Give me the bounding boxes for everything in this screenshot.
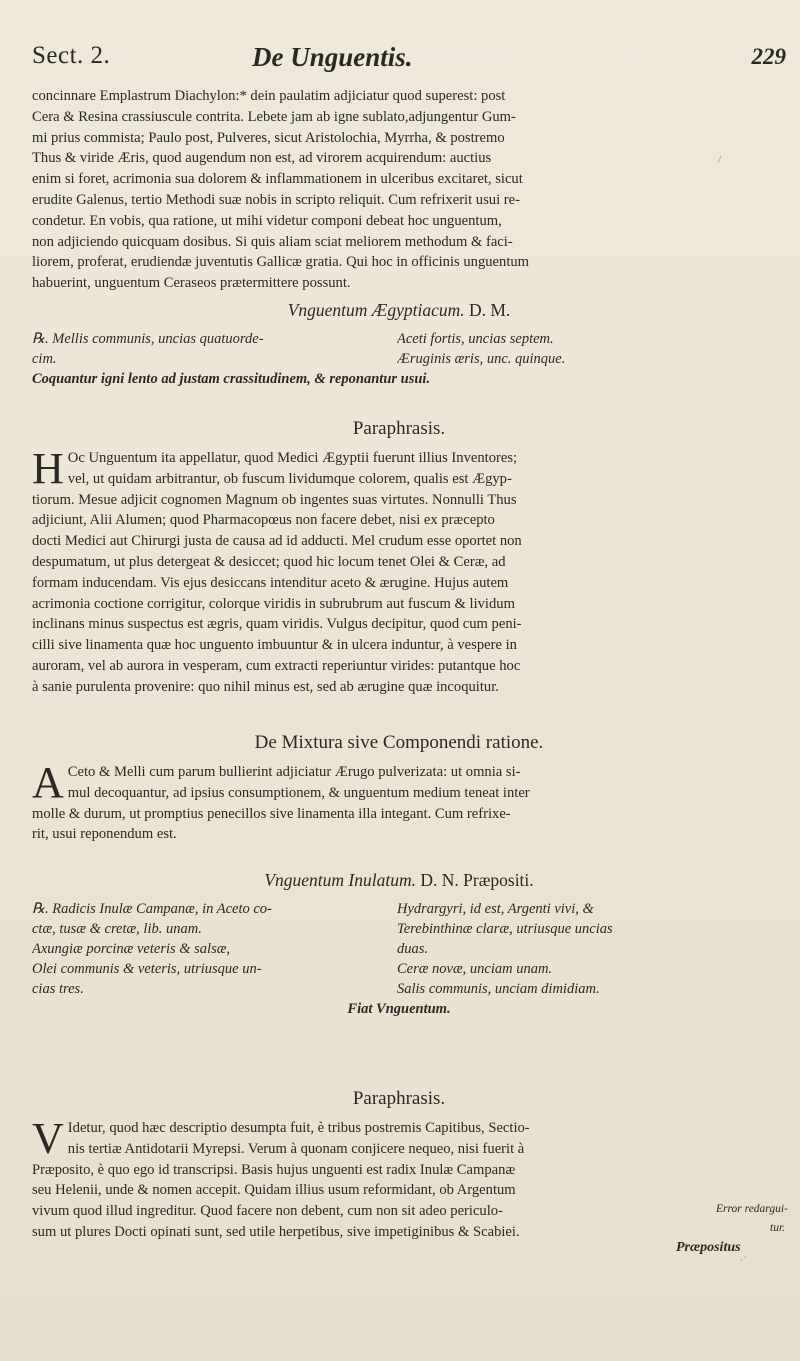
paraphrasis-paragraph — [32, 444, 766, 698]
text-line: acrimonia coctione corrigitur, colorque viridis in subrubrum aut fuscum & lividum — [32, 595, 515, 612]
ingredient: Hydrargyri, id est, Argenti vivi, & — [397, 901, 594, 917]
text-line: rit, usui reponendum est. — [32, 826, 177, 843]
text-line: nis tertiæ Antidotarii Myrepsi. Verum à quonam conjicere nequeo, nisi fuerit à — [67, 1140, 525, 1157]
ingredient: Aceti fortis, uncias septem. — [397, 331, 554, 347]
text-line: enim si foret, acrimonia sua dolorem & inflammationem in ulceribus excitaret, sicut — [32, 171, 523, 188]
text-line: Præposito, è quo ego id transcripsi. Basis hujus unguenti est radix Inulæ Campanæ — [32, 1161, 516, 1178]
section-label: Sect. 2. — [32, 42, 111, 69]
text-line: auroram, vel ab aurora in vesperam, cum extracti reperiuntur virides: putantque hoc — [32, 657, 521, 674]
text-line: à sanie purulenta provenire: quo nihil minus est, sed ab ærugine quæ incoquitur. — [32, 678, 499, 695]
text-line: non adjiciendo quicquam dosibus. Si quis aliam sciat meliorem methodum & faci- — [32, 233, 513, 250]
paraphrasis-section — [32, 418, 766, 440]
text-line: adjiciunt, Alii Alumen; quod Pharmacopœus non facere debet, nisi ex præcepto — [32, 512, 495, 529]
recipe-instruction: Fiat Vnguentum. — [347, 1001, 451, 1017]
text-line: despumatum, ut plus detergeat & desiccet; quod hic locum tenet Olei & Ceræ, ad — [32, 553, 506, 570]
ingredient-row — [32, 939, 766, 959]
text-line: seu Helenii, unde & nomen accepit. Quidam illius usum reformidant, ob Argentum — [32, 1182, 516, 1199]
section-heading: De Mixtura sive Componendi ratione. — [254, 732, 544, 753]
ingredient: Terebinthinæ claræ, utriusque uncias — [397, 921, 613, 937]
ingredient-row — [32, 329, 766, 349]
ingredient: Ceræ novæ, unciam unam. — [397, 961, 553, 977]
recipe-ingredients — [32, 899, 766, 1019]
text-line: vivum quod illud ingreditur. Quod facere non debent, cum non sit adeo periculo- — [32, 1203, 503, 1220]
margin-note: tur. — [770, 1222, 786, 1234]
section-heading: Paraphrasis. — [352, 1088, 446, 1109]
section-heading: Paraphrasis. — [352, 418, 446, 439]
recipe-name: Vnguentum Inulatum. — [264, 870, 416, 890]
text-line: cilli sive linamenta quæ hoc unguento imbuuntur & in ulcera induntur, à vespere in — [32, 637, 517, 654]
mixtura-section — [32, 732, 766, 754]
page-number: 229 — [751, 44, 786, 69]
ingredient: ℞. Radicis Inulæ Campanæ, in Aceto co- — [32, 901, 272, 917]
text-line: formam inducendam. Vis ejus desiccans intenditur aceto & ærugine. Hujus autem — [32, 574, 509, 591]
text-line: habuerint, unguentum Ceraseos prætermittere possunt. — [32, 275, 351, 292]
recipe-name: Vnguentum Ægyptiacum. — [287, 300, 465, 320]
recipe-inulatum — [32, 870, 766, 1019]
recipe-author: D. N. Præpositi. — [420, 870, 534, 890]
text-line: mi prius commista; Paulo post, Pulveres, sicut Aristolochia, Myrrha, & postremo — [32, 129, 505, 146]
text-line: vel, ut quidam arbitrantur, ob fuscum lividumque colorem, qualis est Ægyp- — [67, 470, 512, 487]
running-header — [32, 42, 786, 82]
ingredient-row — [32, 979, 766, 999]
ingredient-row — [32, 899, 766, 919]
ingredient-row — [32, 959, 766, 979]
ingredient: cias tres. — [32, 981, 84, 997]
text-line: concinnare Emplastrum Diachylon:* dein paulatim adjiciatur quod superest: post — [32, 88, 506, 104]
recipe-author: D. M. — [468, 300, 511, 320]
recipe-instruction: Coquantur igni lento ad justam crassitudinem, & reponantur usui. — [32, 371, 431, 387]
ingredient-row — [32, 349, 766, 369]
ingredient: ℞. Mellis communis, uncias quatuordе- — [32, 331, 264, 347]
ingredient: Axungiæ porcinæ veteris & salsæ, — [32, 941, 231, 957]
drop-cap: H — [32, 444, 64, 493]
text-line: mul decoquantur, ad ipsius consumptionem, & unguentum medium teneat inter — [67, 784, 530, 801]
text-line: Ceto & Melli cum parum bullierint adjiciatur Ærugo pulverizata: ut omnia si- — [67, 764, 521, 780]
text-line: liorem, proferat, erudiendæ juventutis Gallicæ gratia. Qui hoc in officinis unguentum — [32, 254, 530, 271]
margin-note: Error redargui- — [716, 1203, 788, 1215]
text-line: Oc Unguentum ita appellatur, quod Medici Ægyptii fuerunt illius Inventores; — [67, 450, 518, 466]
paper-mark: / — [718, 152, 722, 166]
paraphrasis-paragraph-2 — [32, 1114, 754, 1243]
recipe-title — [32, 300, 766, 321]
drop-cap: V — [32, 1114, 64, 1163]
running-title: De Unguentis. — [252, 42, 413, 72]
text-line: Thus & viride Æris, quod augendum non est, ad virorem acquirendum: auctius — [32, 150, 492, 167]
text-line: condetur. En vobis, qua ratione, ut mihi videtur componi debeat hoc unguentum, — [32, 212, 502, 229]
drop-cap: A — [32, 758, 64, 807]
ingredient: Olei communis & veteris, utriusque un- — [32, 961, 262, 977]
text-line: inclinans minus suspectus est ægris, quam viridis. Vulgus decipitur, quod cum peni- — [32, 616, 522, 633]
text-line: tiorum. Mesue adjicit cognomen Magnum ob ingentes suas virtutes. Nonnulli Thus — [32, 491, 517, 508]
text-line: Cera & Resina crassiuscule contrita. Lebete jam ab igne sublato,adjungentur Gum- — [32, 108, 516, 125]
text-line: Idetur, quod hæc descriptio desumpta fuit, è tribus postremis Capitibus, Sectio- — [67, 1120, 530, 1136]
paraphrasis-section-2 — [32, 1088, 766, 1110]
ingredient: Salis communis, unciam dimidiam. — [397, 981, 600, 997]
text-line: sum ut plures Docti opinati sunt, sed utile herpetibus, sive impetiginibus & Scabiei. — [32, 1223, 520, 1240]
paper-mark: .· — [740, 1250, 747, 1264]
ingredient-row — [32, 919, 766, 939]
text-line: molle & durum, ut promptius penecillos sive linamenta illa integant. Cum refrixe- — [32, 805, 511, 822]
text-line: erudite Galenus, tertio Methodi suæ nobis in scripto reliquit. Cum refrixerit usui re- — [32, 191, 520, 208]
ingredient: cim. — [32, 351, 57, 367]
mixtura-paragraph — [32, 758, 766, 845]
ingredient: ctæ, tusæ & cretæ, lib. unam. — [32, 921, 202, 937]
ingredient: Æruginis æris, unc. quinque. — [397, 351, 566, 367]
recipe-ingredients — [32, 329, 766, 389]
intro-paragraph — [32, 86, 766, 294]
ingredient: duas. — [397, 941, 429, 957]
recipe-title — [32, 870, 766, 891]
catchword: Præpositus — [676, 1240, 741, 1255]
text-line: docti Medici aut Chirurgi justa de causa ad id adducti. Mel crudum esse oportet non — [32, 533, 522, 550]
recipe-aegyptiacum — [32, 300, 766, 389]
